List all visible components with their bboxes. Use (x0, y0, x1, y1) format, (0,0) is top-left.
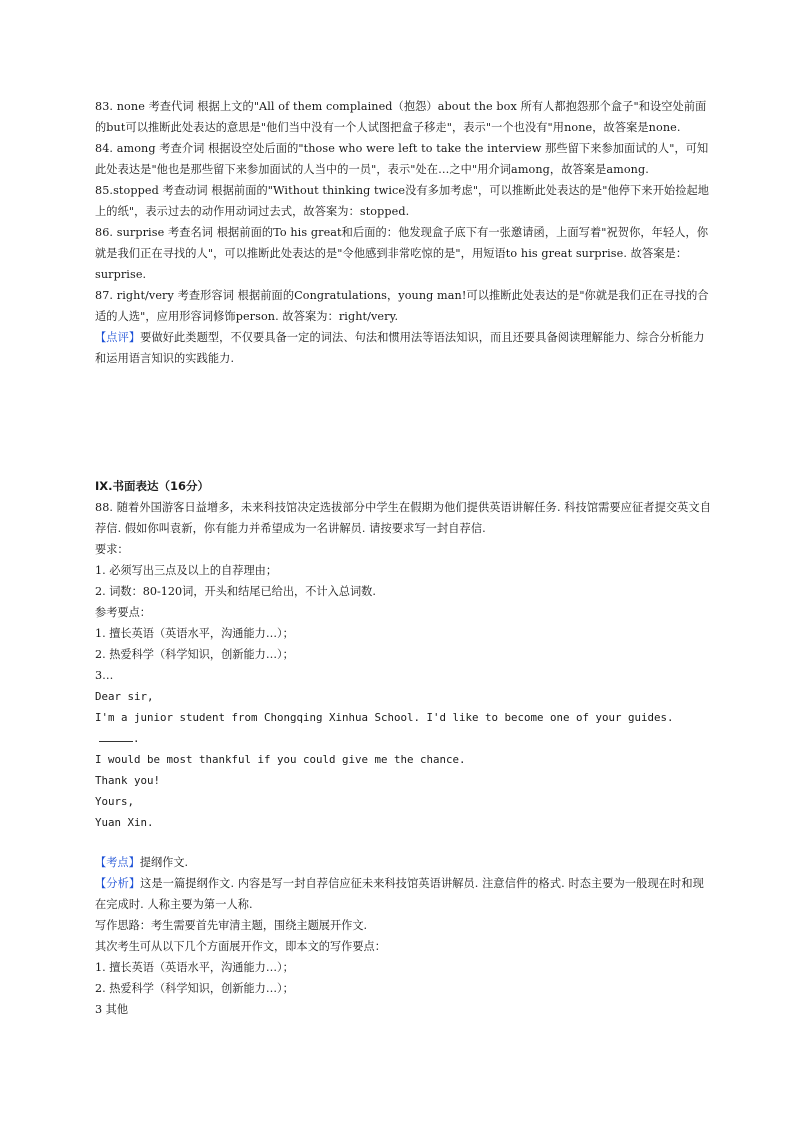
analysis-section (95, 852, 715, 1020)
point-item: 3… (95, 669, 114, 682)
requirements-label: 要求： (95, 543, 129, 556)
letter-greeting: Dear sir, (95, 690, 154, 703)
letter-closing: I would be most thankful if you could give me the chance. (95, 753, 466, 766)
answer-84: 84. among 考查介词 根据设空处后面的"those who were left to take the interview 那些留下来参加面试的人"，可知此处表达是"他也是那些留下来参加面试的人当中的一员"，表示"处在…之中"用介词among，故答案是among. (95, 142, 709, 176)
fenxi-tag: 【分析】 (95, 877, 141, 890)
fenxi-text: 这是一篇提纲作文. 内容是写一封自荐信应征未来科技馆英语讲解员. 注意信件的格式. 时态主要为一般现在时和现在完成时. 人称主要为第一人称. (95, 877, 704, 911)
answer-85: 85.stopped 考查动词 根据前面的"Without thinking twice没有多加考虑"，可以推断此处表达的是"他停下来开始捡起地上的纸"，表示过去的动作用动词过去式，故答案为：stopped. (95, 184, 710, 218)
kaodian-line (95, 852, 715, 873)
letter-intro: I'm a junior student from Chongqing Xinhua School. I'd like to become one of your guides. (95, 711, 674, 724)
letter-name: Yuan Xin. (95, 816, 154, 829)
answer-83: 83. none 考查代词 根据上文的"All of them complained（抱怨）about the box 所有人都抱怨那个盒子"和设空处前面的but可以推断此处表达的意思是"他们当中没有一个人试图把盒子移走"，表示"一个也没有"用none，故答案是none. (95, 100, 707, 134)
writing-section (95, 476, 715, 833)
letter-signoff: Yours, (95, 795, 135, 808)
comment-tag: 【点评】 (95, 331, 141, 344)
writing-blank (99, 729, 133, 742)
letter-thanks: Thank you! (95, 774, 161, 787)
kaodian-tag: 【考点】 (95, 856, 140, 869)
answer-86: 86. surprise 考查名词 根据前面的To his great和后面的：他发现盒子底下有一张邀请函，上面写着"祝贺你，年轻人，你就是我们正在寻找的人"，可以推断此处表达的是"令他感到非常吃惊的是"，用短语to his great surprise. 故答案是：surprise. (95, 226, 709, 281)
answer-explanations (95, 96, 715, 369)
analysis-line: 其次考生可从以下几个方面展开作文，即本文的写作要点： (95, 940, 386, 953)
points-label: 参考要点： (95, 606, 151, 619)
blank-period: . (133, 732, 140, 745)
comment-paragraph (95, 327, 715, 369)
analysis-line: 3 其他 (95, 1003, 129, 1016)
section-title: IX.书面表达（16分） (95, 479, 210, 493)
requirement-item: 1. 必须写出三点及以上的自荐理由； (95, 564, 278, 577)
letter-blank-line (95, 728, 715, 749)
analysis-line: 写作思路：考生需要首先审清主题，围绕主题展开作文. (95, 919, 368, 932)
analysis-line: 2. 热爱科学（科学知识，创新能力…）； (95, 982, 294, 995)
task-prompt: 88. 随着外国游客日益增多，未来科技馆决定选拔部分中学生在假期为他们提供英语讲解任务. 科技馆需要应征者提交英文自荐信. 假如你叫袁新，你有能力并希望成为一名讲解员. 请按要求写一封自荐信. (95, 501, 712, 535)
comment-text: 要做好此类题型，不仅要具备一定的词法、句法和惯用法等语法知识，而且还要具备阅读理解能力、综合分析能力和运用语言知识的实践能力. (95, 331, 705, 365)
point-item: 1. 擅长英语（英语水平，沟通能力…）； (95, 627, 294, 640)
fenxi-paragraph (95, 873, 715, 915)
analysis-line: 1. 擅长英语（英语水平，沟通能力…）； (95, 961, 294, 974)
point-item: 2. 热爱科学（科学知识，创新能力…）； (95, 648, 294, 661)
requirement-item: 2. 词数：80-120词，开头和结尾已给出，不计入总词数. (95, 585, 376, 598)
kaodian-text: 提纲作文. (139, 856, 189, 869)
answer-87: 87. right/very 考查形容词 根据前面的Congratulations，young man!可以推断此处表达的是"你就是我们正在寻找的合适的人选"，应用形容词修饰person. 故答案为：right/very. (95, 289, 709, 323)
